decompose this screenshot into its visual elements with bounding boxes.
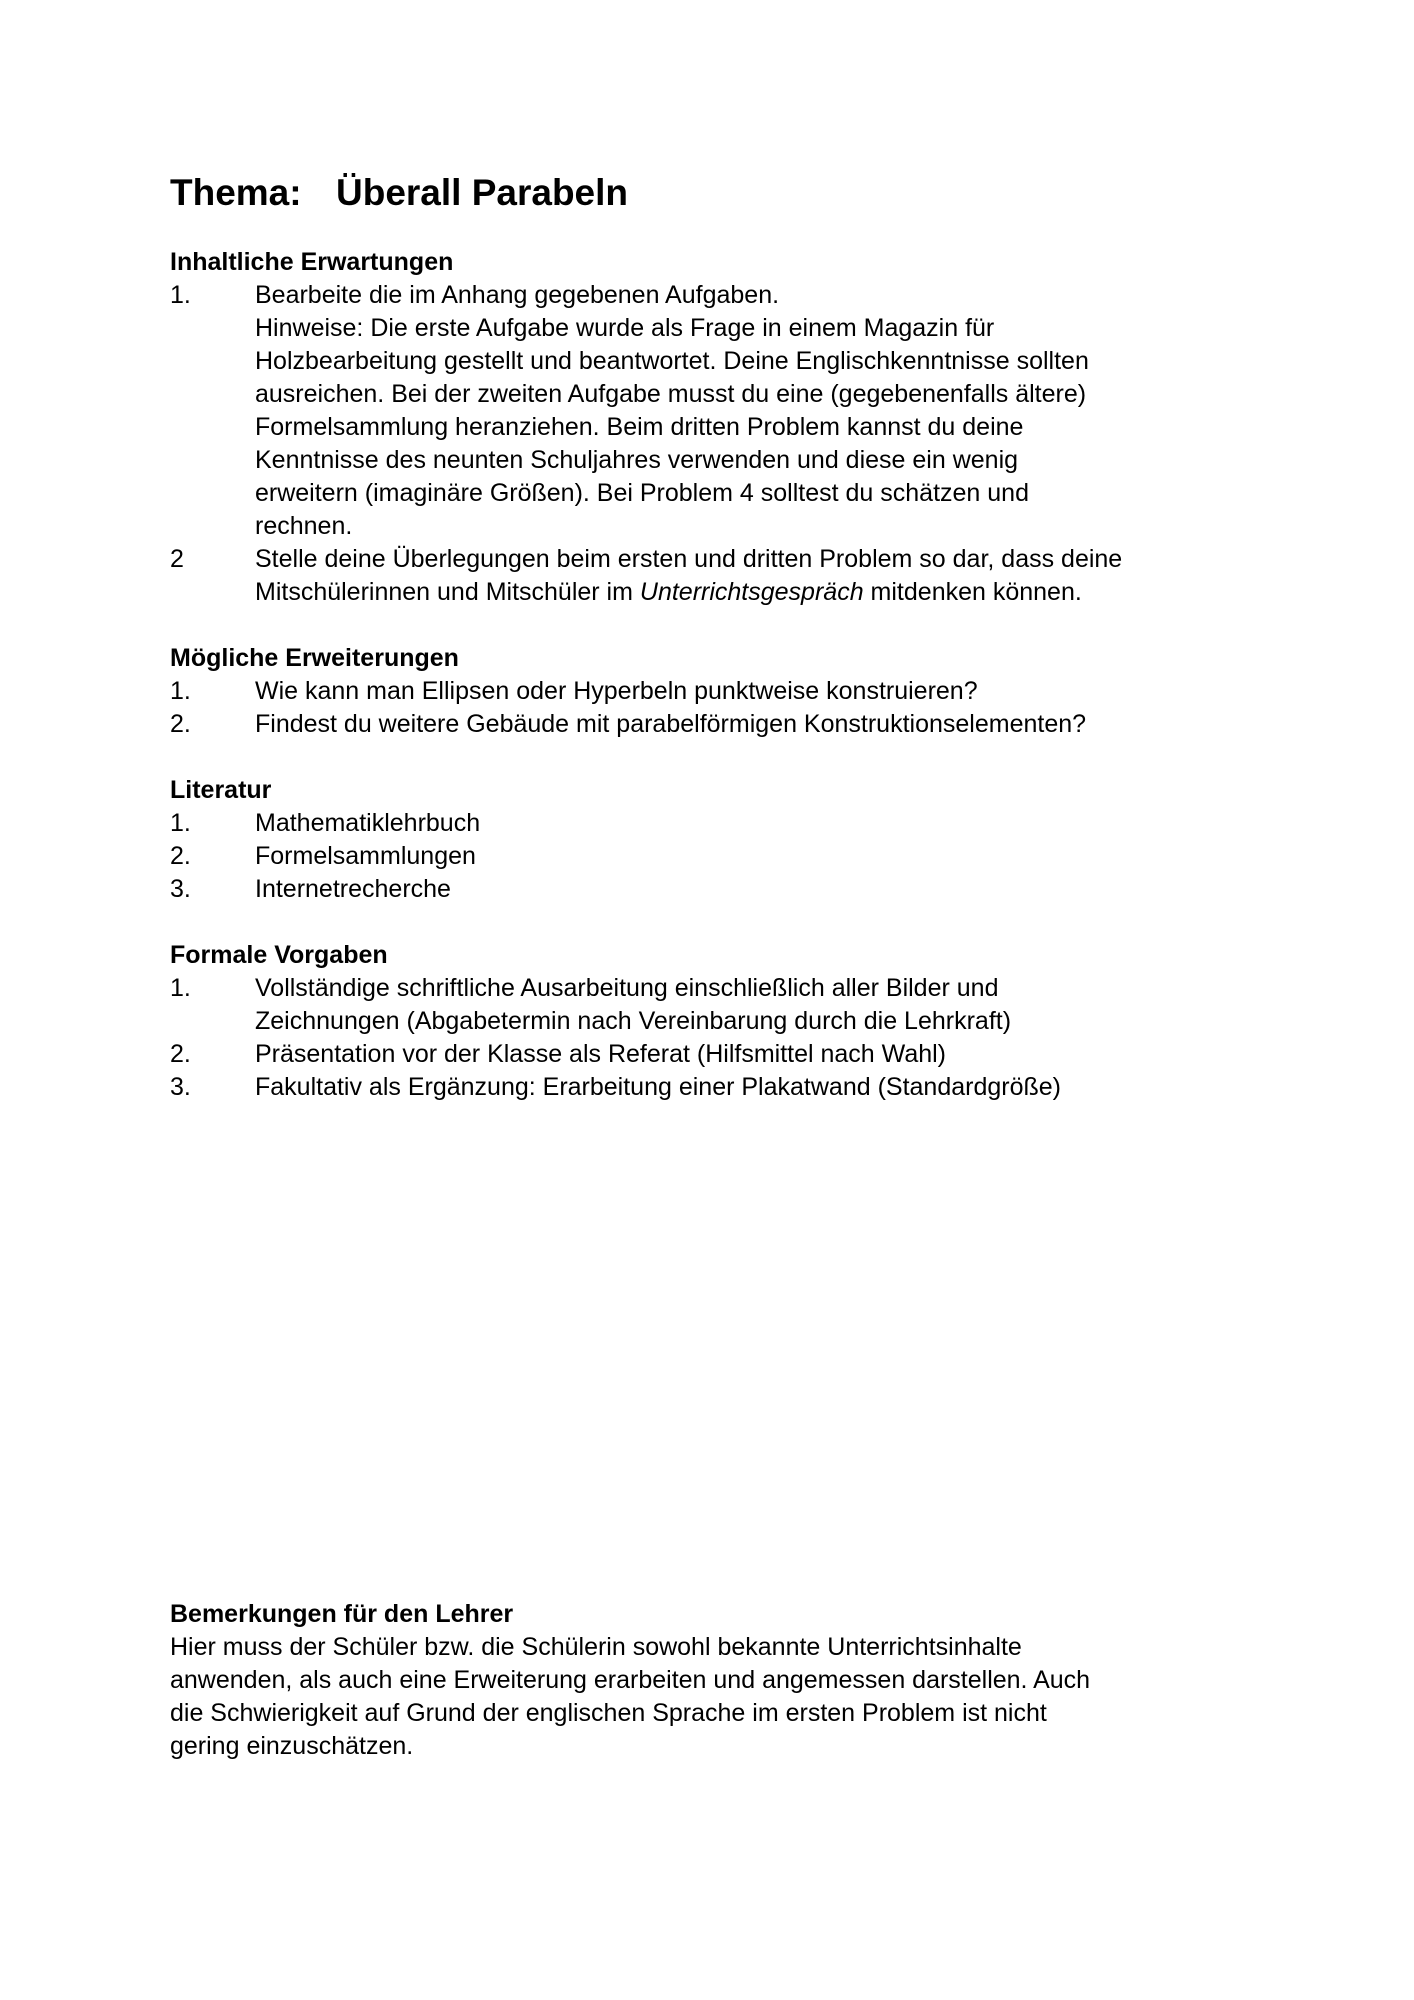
item-number: 2 [170, 545, 184, 573]
item-number: 2. [170, 842, 191, 870]
section-literatur [170, 774, 1270, 906]
list-item [170, 972, 1270, 1038]
item-text [255, 1038, 1270, 1071]
list-item [170, 279, 1270, 543]
list-item [170, 840, 1270, 873]
title-text: Überall Parabeln [336, 172, 629, 213]
item-number: 1. [170, 677, 191, 705]
document-body [170, 168, 1270, 1137]
item-text [255, 279, 1270, 543]
text-line: Bearbeite die im Anhang gegebenen Aufgaben. [255, 281, 780, 309]
text-line: Vollständige schriftliche Ausarbeitung einschließlich aller Bilder und [255, 974, 999, 1002]
text-line: die Schwierigkeit auf Grund der englischen Sprache im ersten Problem ist nicht [170, 1699, 1047, 1727]
text-segment: Mitschülerinnen und Mitschüler im [255, 578, 640, 606]
item-text: Findest du weitere Gebäude mit parabelförmigen Konstruktionselementen? [255, 710, 1087, 738]
text-line: Hier muss der Schüler bzw. die Schülerin sowohl bekannte Unterrichtsinhalte [170, 1633, 1022, 1661]
section-heading: Mögliche Erweiterungen [170, 644, 459, 672]
text-line: erweitern (imaginäre Größen). Bei Problem 4 solltest du schätzen und [255, 479, 1029, 507]
section-heading: Bemerkungen für den Lehrer [170, 1600, 514, 1628]
section-moegliche-erweiterungen [170, 642, 1270, 741]
list-item [170, 1038, 1270, 1071]
item-text [255, 543, 1270, 609]
section-heading: Formale Vorgaben [170, 941, 388, 969]
remarks-paragraph [170, 1631, 1270, 1763]
list-item [170, 807, 1270, 840]
item-number: 2. [170, 710, 191, 738]
item-number: 2. [170, 1040, 191, 1068]
item-number: 3. [170, 1073, 191, 1101]
page-title [170, 168, 1270, 218]
item-text: Wie kann man Ellipsen oder Hyperbeln punktweise konstruieren? [255, 677, 978, 705]
text-line: Präsentation vor der Klasse als Referat (Hilfsmittel nach Wahl) [255, 1040, 947, 1068]
item-number: 1. [170, 281, 191, 309]
text-line: Holzbearbeitung gestellt und beantwortet. Deine Englischkenntnisse sollten [255, 347, 1089, 375]
list-item [170, 543, 1270, 609]
item-text [255, 1071, 1270, 1104]
section-formale-vorgaben [170, 939, 1270, 1104]
text-line: Fakultativ als Ergänzung: Erarbeitung einer Plakatwand (Standardgröße) [255, 1073, 1061, 1101]
text-line: rechnen. [255, 512, 353, 540]
item-text [255, 972, 1270, 1038]
text-segment: mitdenken können. [863, 578, 1082, 606]
section-bemerkungen [170, 1598, 1270, 1763]
section-heading: Literatur [170, 776, 272, 804]
text-line: gering einzuschätzen. [170, 1732, 414, 1760]
text-line: Kenntnisse des neunten Schuljahres verwenden und diese ein wenig [255, 446, 1019, 474]
list-item [170, 1071, 1270, 1104]
list-item [170, 675, 1270, 708]
list-item [170, 873, 1270, 906]
section-inhaltliche-erwartungen [170, 246, 1270, 609]
emphasized-term: Unterrichtsgespräch [639, 578, 864, 606]
item-number: 1. [170, 809, 191, 837]
item-number: 3. [170, 875, 191, 903]
text-line: ausreichen. Bei der zweiten Aufgabe musst du eine (gegebenenfalls ältere) [255, 380, 1087, 408]
title-label: Thema: [170, 172, 302, 213]
item-text: Internetrecherche [255, 875, 451, 903]
section-heading: Inhaltliche Erwartungen [170, 248, 454, 276]
list-item [170, 708, 1270, 741]
item-text: Formelsammlungen [255, 842, 476, 870]
item-text: Mathematiklehrbuch [255, 809, 481, 837]
item-number: 1. [170, 974, 191, 1002]
text-line: anwenden, als auch eine Erweiterung erarbeiten und angemessen darstellen. Auch [170, 1666, 1091, 1694]
text-line: Stelle deine Überlegungen beim ersten und dritten Problem so dar, dass deine [255, 545, 1123, 573]
text-line [255, 576, 1270, 609]
text-line: Formelsammlung heranziehen. Beim dritten Problem kannst du deine [255, 413, 1024, 441]
text-line: Hinweise: Die erste Aufgabe wurde als Frage in einem Magazin für [255, 314, 995, 342]
text-line: Zeichnungen (Abgabetermin nach Vereinbarung durch die Lehrkraft) [255, 1007, 1012, 1035]
